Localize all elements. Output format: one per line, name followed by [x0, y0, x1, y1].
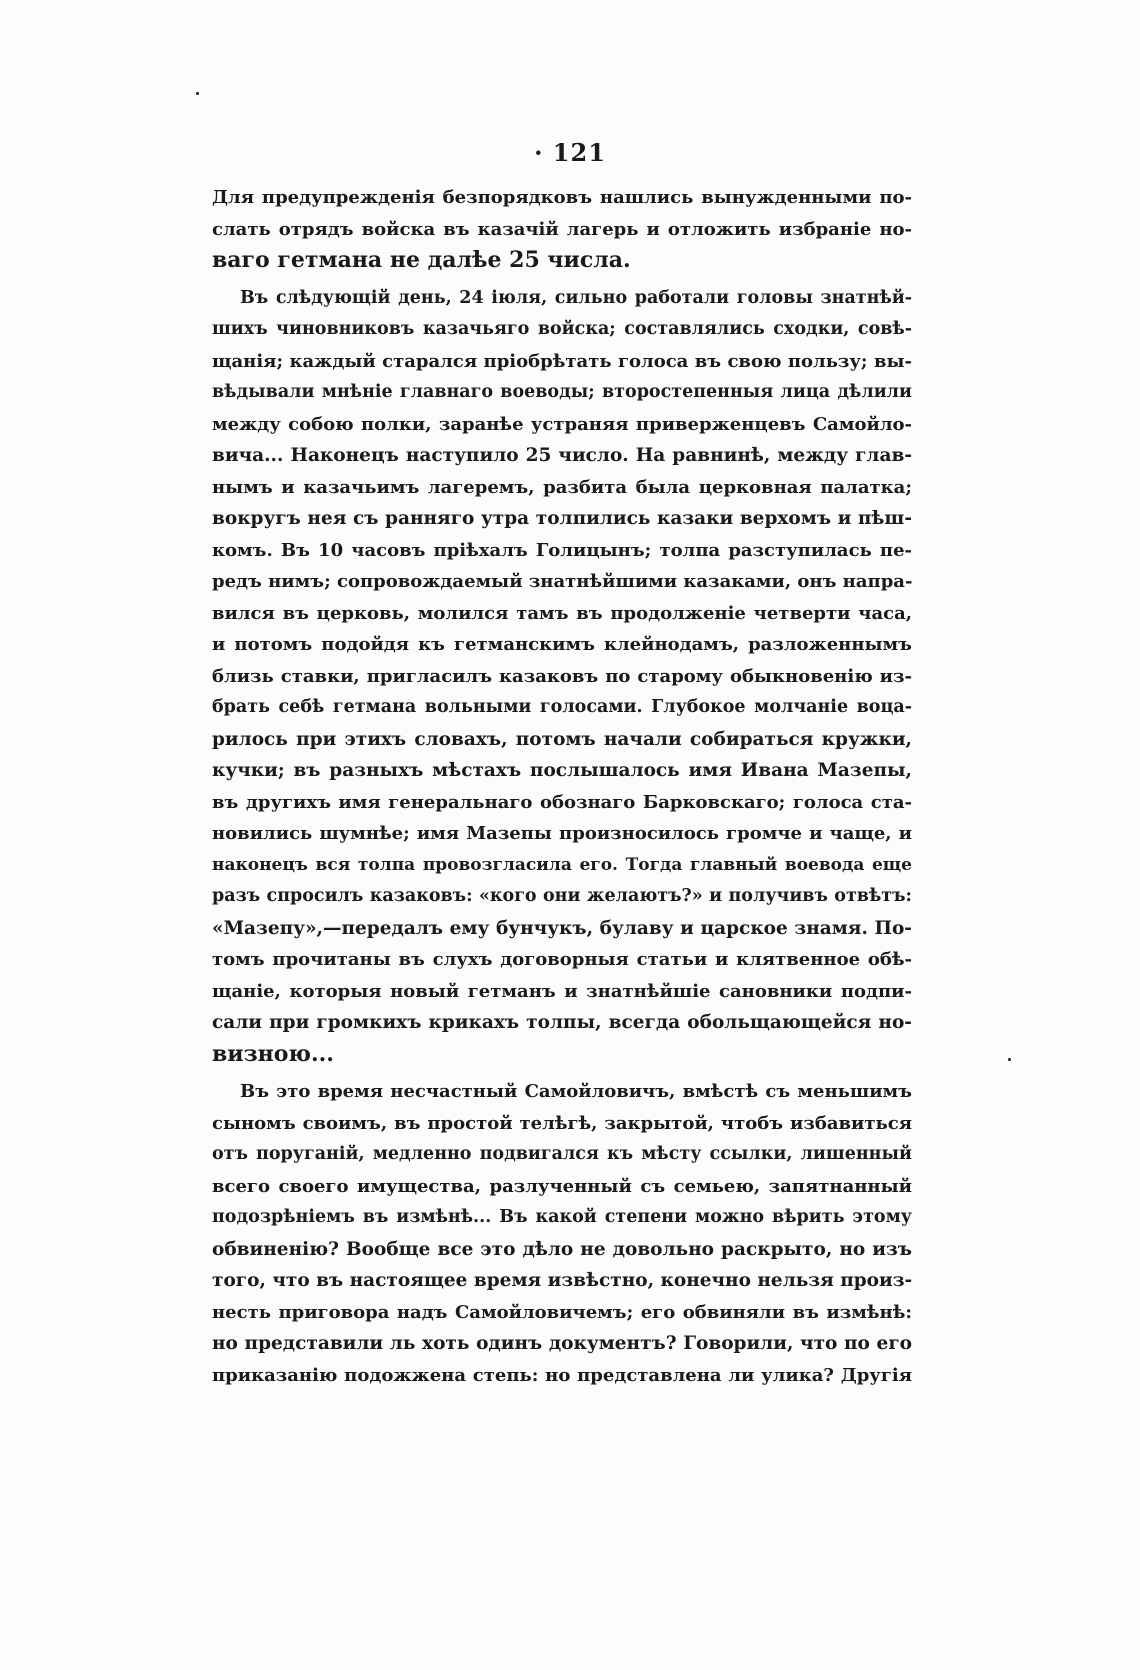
text-line: брать себѣ гетмана вольными голосами. Глубокое молчаніе воца- [212, 697, 912, 717]
text-line: редъ нимъ; сопровождаемый знатнѣйшими казаками, онъ напра- [212, 571, 912, 592]
text-line: близь ставки, пригласилъ казаковъ по старому обыкновенію из- [212, 665, 912, 687]
body-text [212, 182, 912, 1397]
text-line: комъ. Въ 10 часовъ пріѣхалъ Голицынъ; толпа разступилась пе- [212, 539, 912, 561]
text-line: слать отрядъ войска въ казачій лагерь и отложить избраніе но- [212, 218, 912, 240]
paragraph-2 [212, 283, 912, 1071]
text-line: обвиненію? Вообще все это дѣло не довольно раскрыто, но изъ [212, 1238, 912, 1260]
print-speck [1008, 1058, 1011, 1061]
text-line: и потомъ подойдя къ гетманскимъ клейнодамъ, разложеннымъ [212, 634, 912, 655]
text-line: щанія; каждый старался пріобрѣтать голоса въ свою пользу; вы- [212, 350, 912, 372]
text-line: Для предупрежденія безпорядковъ нашлись вынужденными по- [212, 187, 912, 208]
text-line: рилось при этихъ словахъ, потомъ начали собираться кружки, [212, 728, 912, 750]
text-line: того, что въ настоящее время извѣстно, конечно нельзя произ- [212, 1270, 912, 1291]
text-line: кучки; въ разныхъ мѣстахъ послышалось имя Ивана Мазепы, [212, 760, 912, 781]
text-line: отъ поруганій, медленно подвигался къ мѣсту ссылки, лишенный [212, 1144, 912, 1164]
text-line: всего своего имущества, разлученный съ семьею, запятнанный [212, 1175, 912, 1197]
paragraph-1 [212, 182, 912, 277]
paragraph-3 [212, 1076, 912, 1391]
text-line: вѣдывали мнѣніе главнаго воеводы; второстепенныя лица дѣлили [212, 382, 912, 402]
text-line: щаніе, которыя новый гетманъ и знатнѣйшіе сановники подпи- [212, 980, 912, 1002]
text-line: сали при громкихъ крикахъ толпы, всегда обольщающейся но- [212, 1012, 912, 1033]
text-line: вича... Наконецъ наступило 25 число. На равнинѣ, между глав- [212, 445, 912, 466]
text-line: разъ спросилъ казаковъ: «кого они желаютъ?» и получивъ отвѣтъ: [212, 886, 912, 906]
text-line: визною... [212, 1040, 334, 1067]
text-line: несть приговора надъ Самойловичемъ; его обвиняли въ измѣнѣ: [212, 1301, 912, 1323]
text-line: новились шумнѣе; имя Мазепы произносилось громче и чаще, и [212, 823, 912, 844]
text-line: сыномъ своимъ, въ простой телѣгѣ, закрытой, чтобъ избавиться [212, 1112, 912, 1134]
text-line: нымъ и казачьимъ лагеремъ, разбита была церковная палатка; [212, 476, 912, 498]
print-speck [196, 92, 199, 95]
text-line: Въ это время несчастный Самойловичъ, вмѣстѣ съ меньшимъ [240, 1081, 912, 1102]
text-line: но представили ль хоть одинъ документъ? Говорили, что по его [212, 1333, 912, 1354]
text-line: приказанію подожжена степь: но представлена ли улика? Другія [212, 1364, 912, 1386]
text-line: вокругъ нея съ ранняго утра толпились казаки верхомъ и пѣш- [212, 508, 912, 529]
text-line: томъ прочитаны въ слухъ договорныя статьи и клятвенное обѣ- [212, 949, 912, 970]
text-line: шихъ чиновниковъ казачьяго войска; составлялись сходки, совѣ- [212, 319, 912, 339]
text-line: ваго гетмана не далѣе 25 числа. [212, 247, 631, 273]
text-line: между собою полки, заранѣе устраняя приверженцевъ Самойло- [212, 413, 912, 435]
text-line: Въ слѣдующій день, 24 іюля, сильно работали головы знатнѣй- [240, 287, 912, 308]
page-number: · 121 [534, 138, 606, 167]
text-line: подозрѣніемъ въ измѣнѣ... Въ какой степени можно вѣрить этому [212, 1207, 912, 1227]
text-line: вился въ церковь, молился тамъ въ продолженіе четверти часа, [212, 602, 912, 624]
text-line: наконецъ вся толпа провозгласила его. Тогда главный воевода еще [212, 854, 912, 875]
text-line: «Мазепу»,—передалъ ему бунчукъ, булаву и царское знамя. По- [212, 917, 912, 939]
text-line: въ другихъ имя генеральнаго обознаго Барковскаго; голоса ста- [212, 791, 912, 813]
